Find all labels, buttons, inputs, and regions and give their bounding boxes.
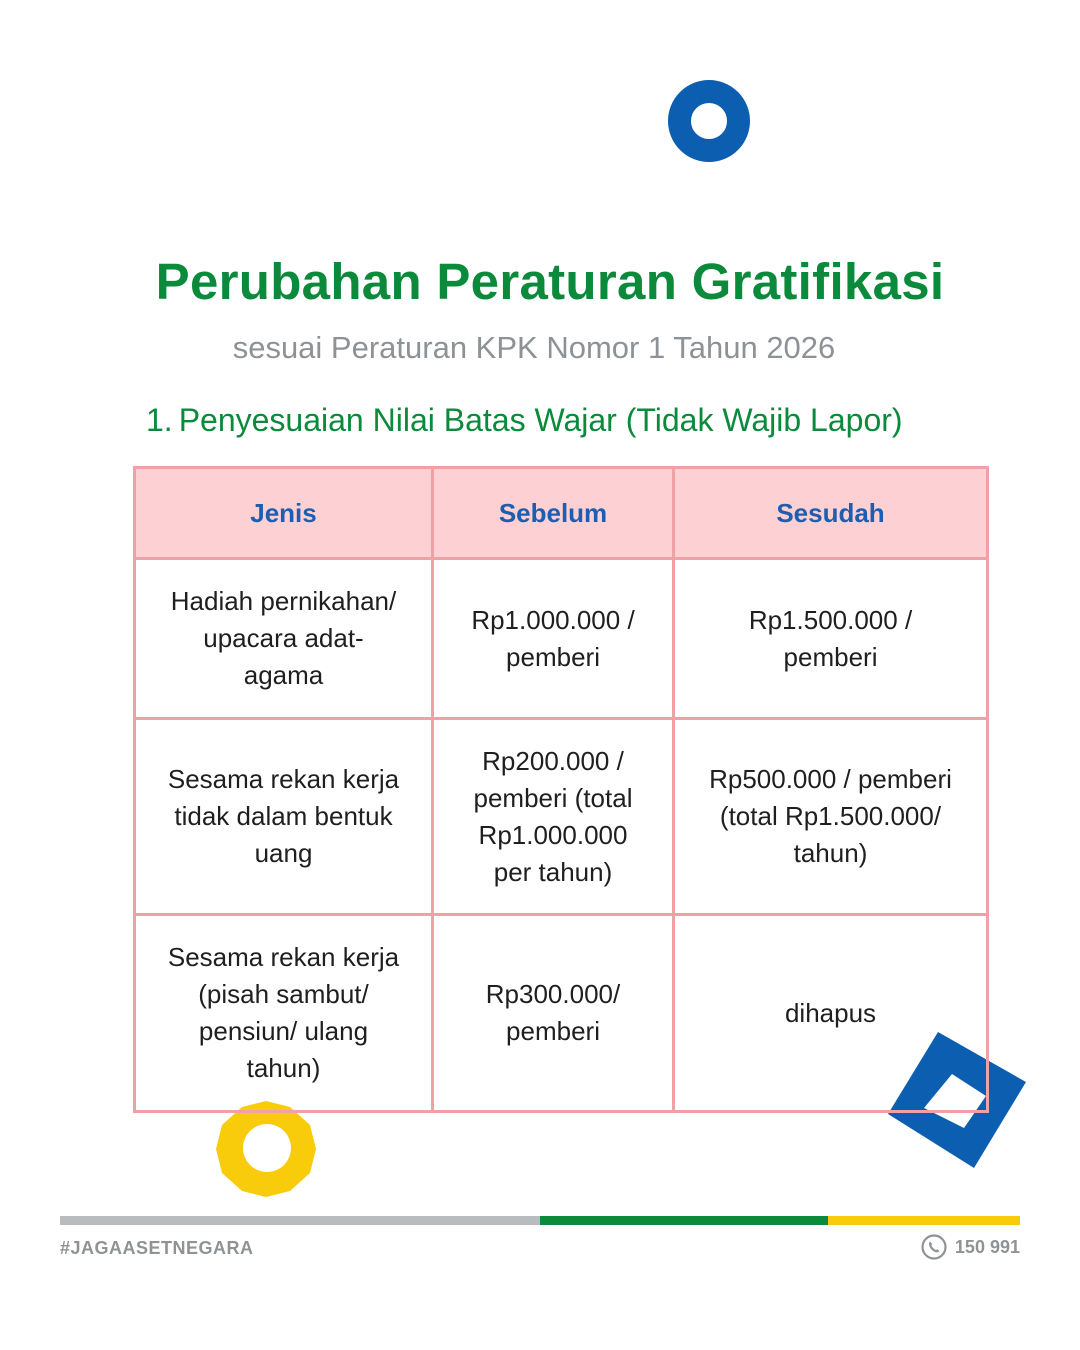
cell-line: Sesama rekan kerja <box>167 942 400 972</box>
cell-line: agama <box>243 660 324 690</box>
phone-icon <box>921 1234 947 1260</box>
cell-jenis <box>135 915 433 1112</box>
header-sebelum: Sebelum <box>433 468 674 559</box>
page-subtitle: sesuai Peraturan KPK Nomor 1 Tahun 2026 <box>232 330 836 365</box>
header-sesudah: Sesudah <box>674 468 988 559</box>
cell-sesudah <box>674 719 988 915</box>
cell-line: Rp200.000 / <box>482 745 624 776</box>
cell-line: pensiun/ ulang <box>198 1016 369 1046</box>
cell-line: Sesama rekan kerja <box>167 764 400 794</box>
table-row <box>135 915 988 1112</box>
cell-line: per tahun) <box>493 856 613 887</box>
cell-sesudah <box>674 559 988 719</box>
phone-number: 150 991 <box>954 1236 1020 1257</box>
cell-jenis <box>135 719 433 915</box>
footer-bar-yellow <box>828 1216 1020 1225</box>
blue-ring-decoration <box>668 80 750 162</box>
cell-sebelum <box>433 915 674 1112</box>
table-header-row <box>135 468 988 559</box>
cell-line: Hadiah pernikahan/ <box>170 586 397 616</box>
cell-line: tahun) <box>246 1053 321 1083</box>
footer-bar-green <box>540 1216 828 1225</box>
cell-line: pemberi <box>783 641 878 672</box>
cell-line: Rp500.000 / pemberi <box>709 764 952 794</box>
cell-sebelum <box>433 559 674 719</box>
cell-sebelum <box>433 719 674 915</box>
footer-phone <box>921 1234 1020 1260</box>
cell-line: (total Rp1.500.000/ <box>719 801 942 831</box>
section-heading <box>146 402 903 439</box>
section-number: 1. <box>146 402 173 438</box>
footer-hashtag: #JAGAASETNEGARA <box>60 1238 254 1258</box>
cell-line: uang <box>254 838 313 868</box>
cell-line: pemberi (total <box>473 782 633 813</box>
cell-line: Rp300.000/ <box>485 979 621 1009</box>
table-row <box>135 719 988 915</box>
cell-line: pemberi <box>506 1016 600 1046</box>
cell-line: tidak dalam bentuk <box>174 801 393 831</box>
footer-bar-gray <box>60 1216 540 1225</box>
header-jenis: Jenis <box>135 468 433 559</box>
cell-sesudah <box>674 915 988 1112</box>
cell-line: Rp1.500.000 / <box>748 604 913 635</box>
cell-line: Rp1.000.000 <box>478 819 628 850</box>
section-heading-text: Penyesuaian Nilai Batas Wajar (Tidak Wajib Lapor) <box>178 402 903 438</box>
cell-line: Rp1.000.000 / <box>471 604 635 635</box>
page-title: Perubahan Peraturan Gratifikasi <box>155 253 945 310</box>
table-row <box>135 559 988 719</box>
cell-line: upacara adat- <box>203 623 364 653</box>
cell-jenis <box>135 559 433 719</box>
cell-line: (pisah sambut/ <box>198 979 369 1009</box>
gratification-table <box>133 466 989 1113</box>
cell-line: dihapus <box>784 997 877 1028</box>
cell-line: pemberi <box>506 641 600 672</box>
cell-line: tahun) <box>793 838 868 868</box>
